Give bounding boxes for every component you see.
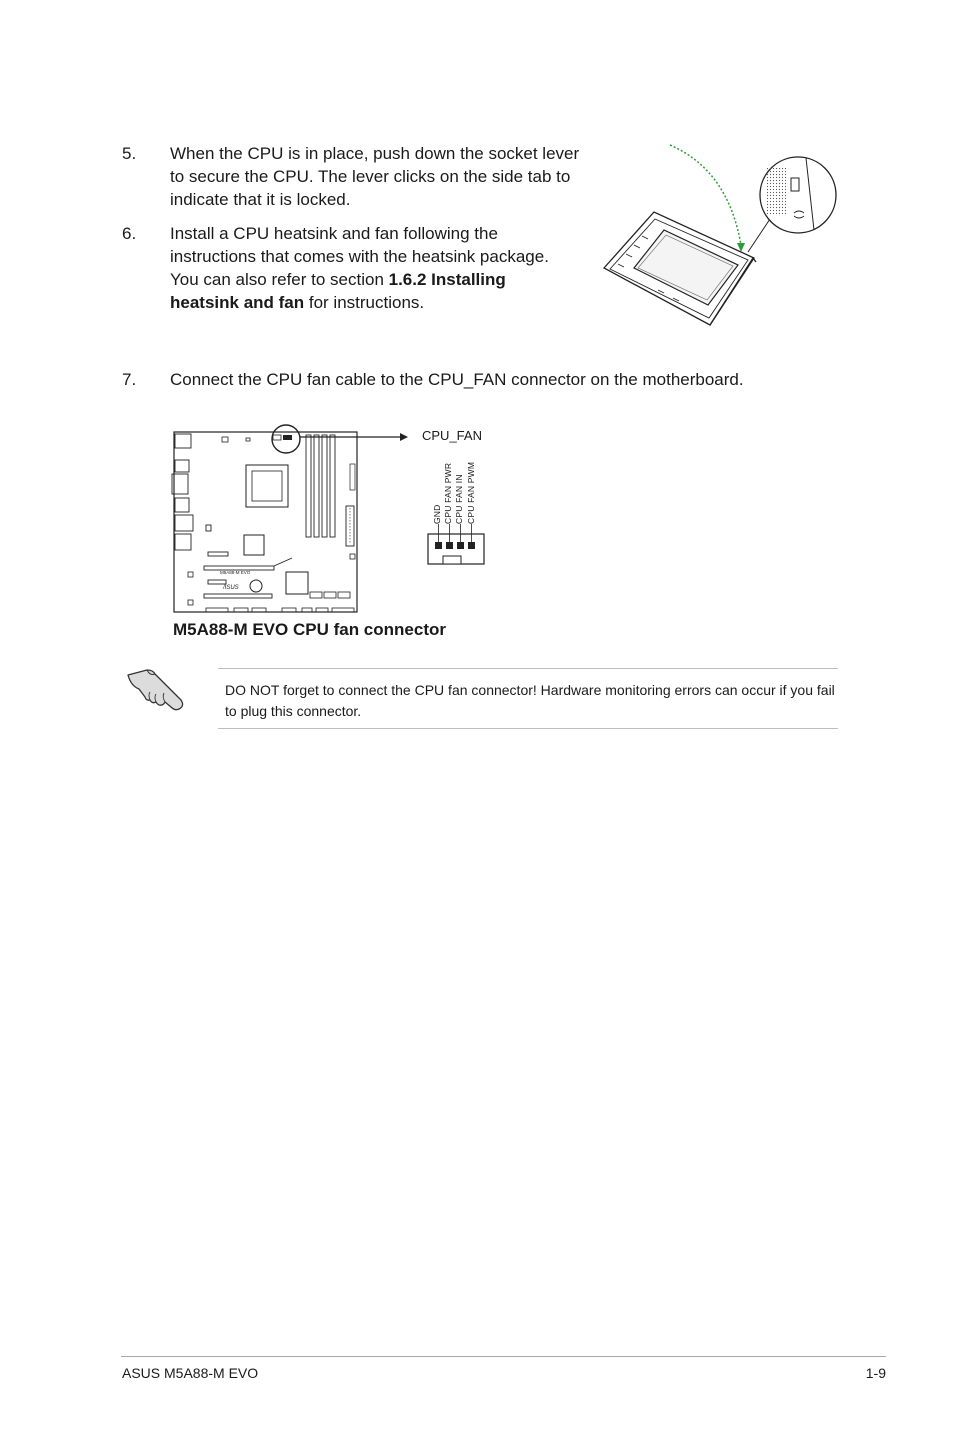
pointing-hand-icon	[125, 662, 187, 712]
note-text: DO NOT forget to connect the CPU fan connector! Hardware monitoring errors can occur if you fail to plug this connector.	[225, 682, 835, 719]
pin-label-cpu-fan-pwm: CPU FAN PWM	[466, 461, 476, 524]
cpu-fan-connector-label: CPU_FAN	[422, 428, 482, 443]
footer-page-number: 1-9	[865, 1365, 886, 1381]
step-5-text: When the CPU is in place, push down the socket lever to secure the CPU. The lever clicks on the side tab to indicate that it is locked.	[170, 144, 580, 209]
pin-label-cpu-fan-in: CPU FAN IN	[454, 474, 464, 524]
step-6-text	[170, 222, 570, 314]
board-model-label: M5A88-M EVO	[220, 570, 251, 575]
step-7-text: Connect the CPU fan cable to the CPU_FAN connector on the motherboard.	[170, 370, 744, 389]
step-6-number: 6.	[122, 224, 137, 243]
step-5-number: 5.	[122, 144, 137, 163]
step-6-text-after: for instructions.	[304, 293, 425, 312]
board-logo: /ISUS	[223, 585, 239, 591]
pin-label-gnd: GND	[432, 504, 442, 524]
step-6-section-reference: 1.6.2 Installing heatsink and fan	[170, 270, 506, 312]
note-top-rule	[218, 668, 838, 669]
cpu-socket-lever-illustration	[598, 140, 843, 340]
note-bottom-rule	[218, 728, 838, 729]
figure-caption: M5A88-M EVO CPU fan connector	[173, 620, 446, 639]
step-7-number: 7.	[122, 370, 137, 389]
footer-product-name: ASUS M5A88-M EVO	[122, 1365, 259, 1381]
pin-label-cpu-fan-pwr: CPU FAN PWR	[443, 462, 453, 524]
footer-rule	[121, 1356, 886, 1357]
step-6-text-before: Install a CPU heatsink and fan following the instructions that comes with the heatsink package. You can also refer to section	[170, 224, 549, 289]
